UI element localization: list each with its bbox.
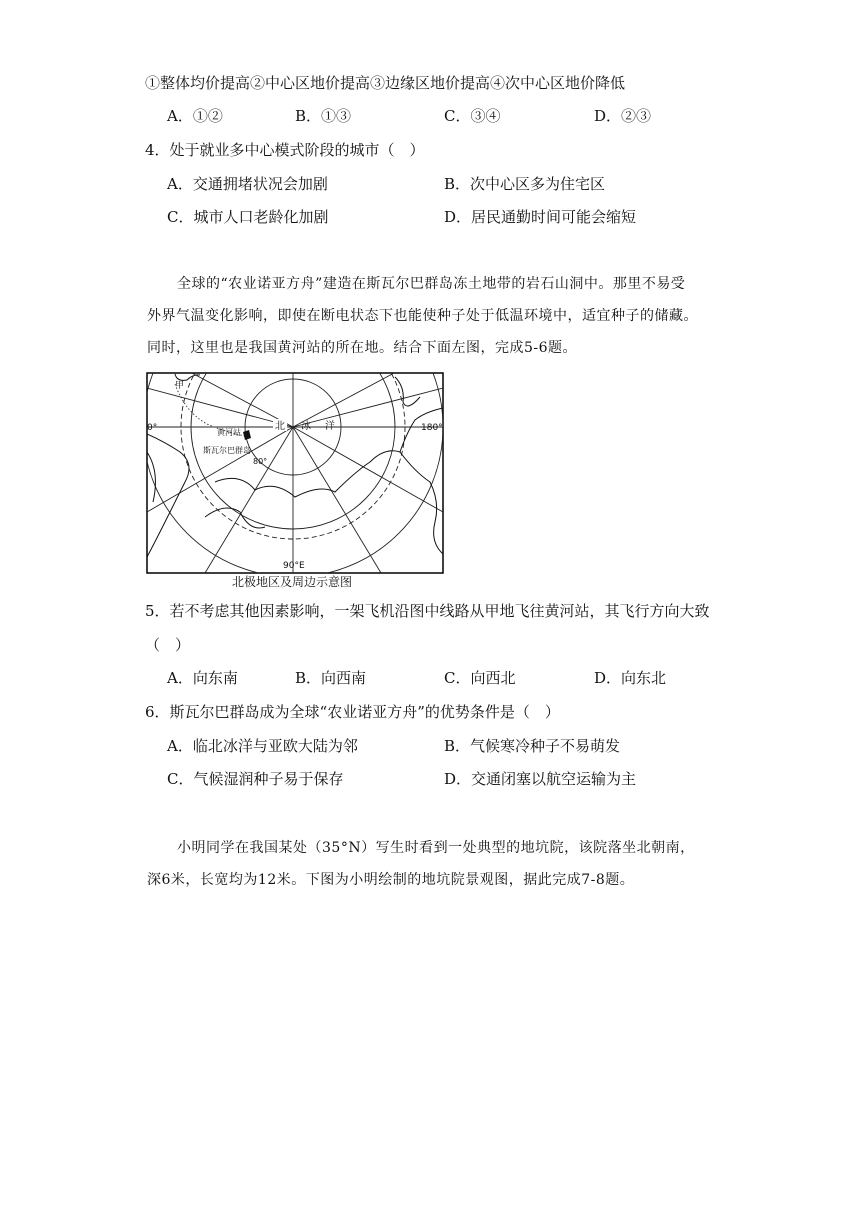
map-label-huanghe-station: 黄河站 [217, 428, 241, 437]
q6-option-a[interactable]: A．临北冰洋与亚欧大陆为邻 [167, 737, 358, 755]
passage-2-line-1: 小明同学在我国某处（35°N）写生时看到一处典型的地坑院，该院落坐北朝南， [177, 840, 695, 856]
map-label-90e: 90°E [283, 561, 305, 571]
passage-1-line-2: 外界气温变化影响，即使在断电状态下也能使种子处于低温环境中，适宜种子的储藏。 [147, 308, 698, 324]
q3-option-d[interactable]: D．②③ [594, 107, 652, 125]
map-label-svalbard: 斯瓦尔巴群岛 [203, 446, 251, 455]
q4-option-d[interactable]: D．居民通勤时间可能会缩短 [444, 208, 637, 226]
q4-option-c[interactable]: C．城市人口老龄化加剧 [167, 208, 329, 226]
map-label-ocean-yang: 洋 [325, 421, 335, 432]
passage-1-line-1: 全球的“农业诺亚方舟”建造在斯瓦尔巴群岛冻土地带的岩石山洞中。那里不易受 [177, 276, 686, 292]
q4-stem: 4．处于就业多中心模式阶段的城市（ ） [145, 141, 425, 159]
q3-statements: ①整体均价提高②中心区地价提高③边缘区地价提高④次中心区地价降低 [145, 74, 626, 92]
q6-option-d[interactable]: D．交通闭塞以航空运输为主 [444, 770, 637, 788]
q5-option-d[interactable]: D．向东北 [594, 669, 667, 687]
passage-1 [147, 268, 727, 364]
q5-stem-line-2: （ ） [145, 636, 191, 654]
q6-stem: 6．斯瓦尔巴群岛成为全球“农业诺亚方舟”的优势条件是（ ） [145, 703, 560, 721]
q3-option-c[interactable]: C．③④ [444, 107, 501, 125]
q5-option-a[interactable]: A．向东南 [167, 669, 238, 687]
q6-option-c[interactable]: C．气候湿润种子易于保存 [167, 770, 344, 788]
q5-option-c[interactable]: C．向西北 [444, 669, 516, 687]
q3-option-a[interactable]: A．①② [167, 107, 223, 125]
map-frame [147, 373, 443, 573]
passage-2-line-2: 深6米，长宽均为12米。下图为小明绘制的地坑院景观图，据此完成7-8题。 [147, 872, 635, 888]
passage-2 [147, 832, 727, 896]
map-label-lat80: 80° [253, 457, 268, 466]
arctic-map-figure [145, 372, 445, 576]
q3-option-b[interactable]: B．①③ [295, 107, 352, 125]
passage-1-line-3: 同时，这里也是我国黄河站的所在地。结合下面左图，完成5-6题。 [147, 340, 578, 356]
map-caption: 北极地区及周边示意图 [232, 575, 353, 589]
map-label-ocean-bing: 冰 [301, 421, 311, 432]
q6-option-b[interactable]: B．气候寒冷种子不易萌发 [444, 737, 621, 755]
map-label-180: 180° [421, 423, 443, 433]
q4-option-b[interactable]: B．次中心区多为住宅区 [444, 175, 606, 193]
q5-stem-line-1: 5．若不考虑其他因素影响，一架飞机沿图中线路从甲地飞往黄河站，其飞行方向大致 [145, 602, 710, 620]
map-label-jia: 甲 [175, 381, 185, 391]
q4-option-a[interactable]: A．交通拥堵状况会加剧 [167, 175, 328, 193]
arctic-map-svg [145, 372, 445, 576]
q5-option-b[interactable]: B．向西南 [295, 669, 367, 687]
map-label-ocean-bei: 北 [275, 421, 285, 432]
map-label-0: 0° [147, 423, 158, 433]
